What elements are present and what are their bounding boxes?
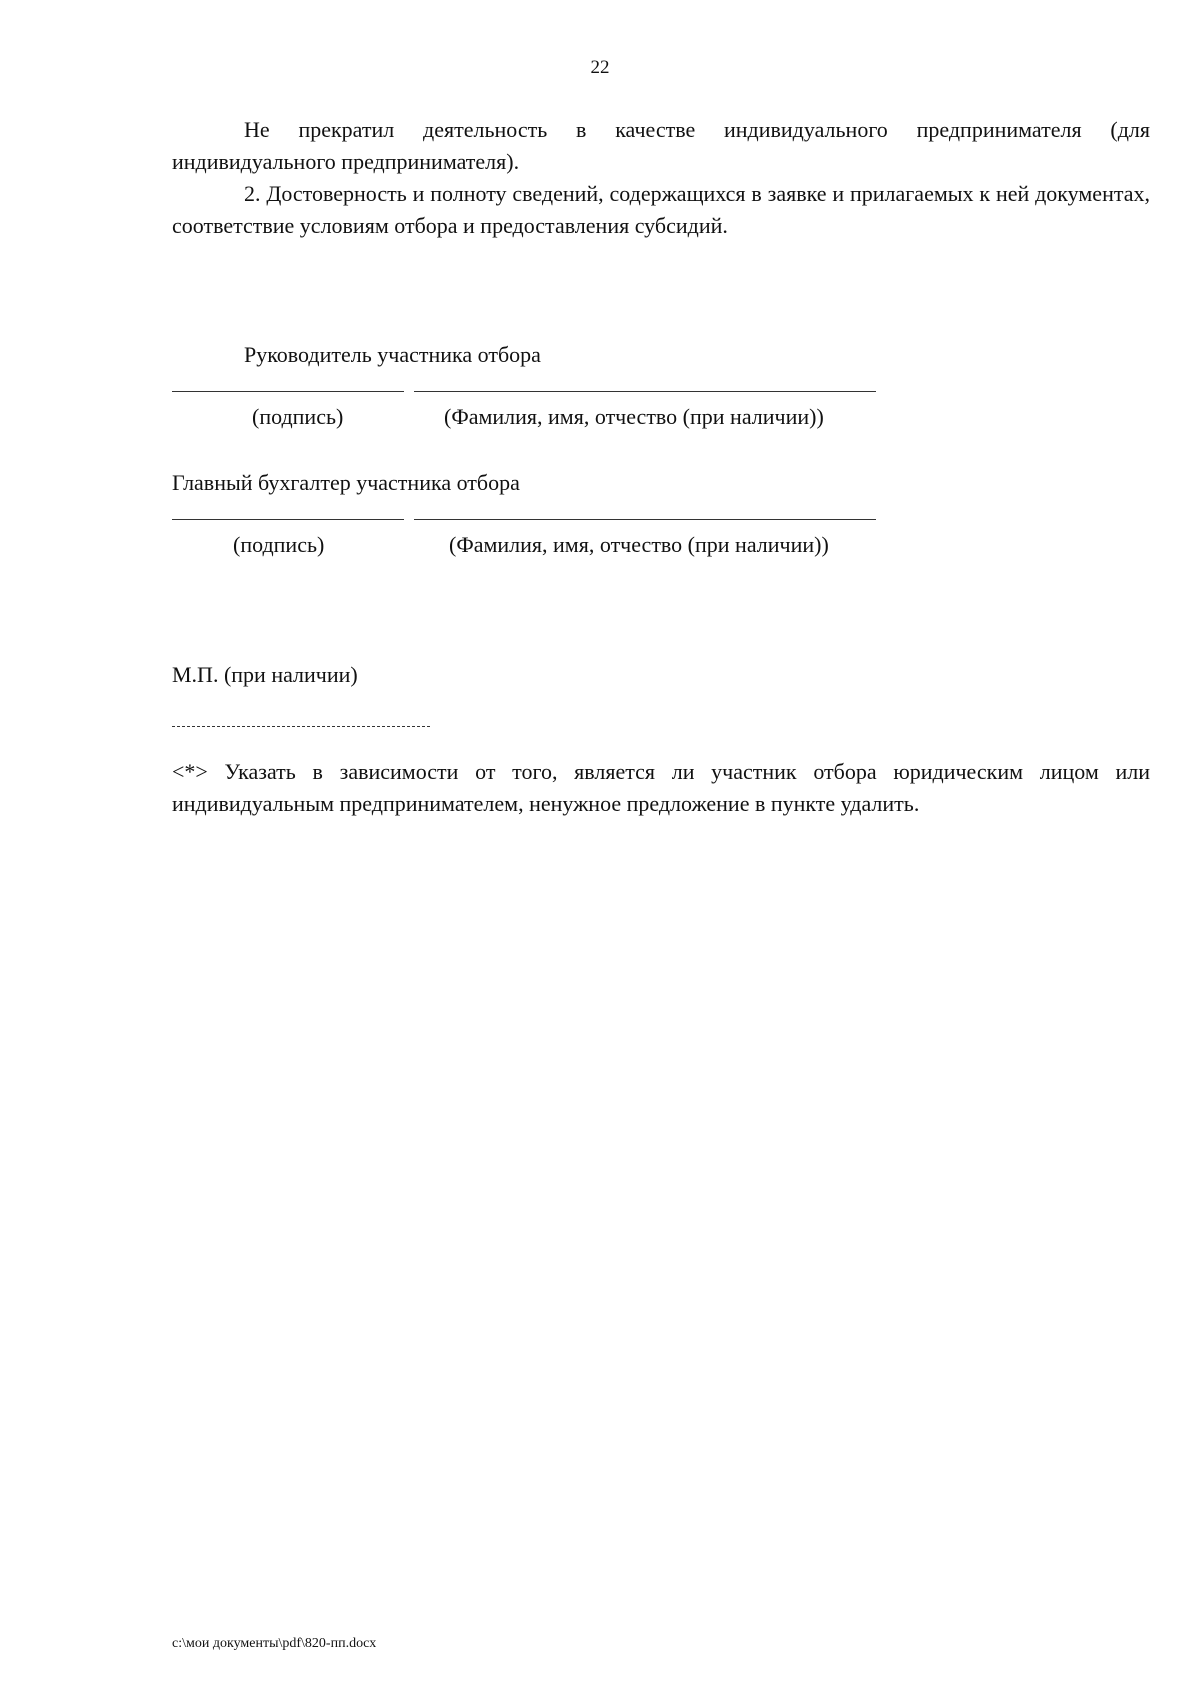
footnote-text: <*> Указать в зависимости от того, является ли участник отбора юридическим лицом или индивидуальным предпринимателем, ненужное предложение в пункте удалить. [172,759,1150,816]
accountant-signature-line [172,519,404,520]
head-name-line [414,391,876,392]
stamp-placeholder: М.П. (при наличии) [172,662,358,687]
footnote-separator [172,726,430,727]
accountant-signature-title: Главный бухгалтер участника отбора [172,470,520,495]
footer-file-path: c:\мои документы\pdf\820-пп.docx [172,1636,377,1651]
page-number: 22 [590,57,610,78]
head-signature-line [172,391,404,392]
paragraph-sole-proprietor: Не прекратил деятельность в качестве индивидуального предпринимателя (для индивидуального предпринимателя). [172,117,1150,174]
accountant-name-caption: (Фамилия, имя, отчество (при наличии)) [449,532,829,557]
accountant-signature-caption: (подпись) [233,532,325,557]
head-signature-title: Руководитель участника отбора [244,342,541,367]
head-name-caption: (Фамилия, имя, отчество (при наличии)) [444,404,824,429]
paragraph-accuracy: 2. Достоверность и полноту сведений, содержащихся в заявке и прилагаемых к ней документах, соответствие условиям отбора и предоставления субсидий. [172,181,1150,238]
head-signature-caption: (подпись) [252,404,344,429]
accountant-name-line [414,519,876,520]
